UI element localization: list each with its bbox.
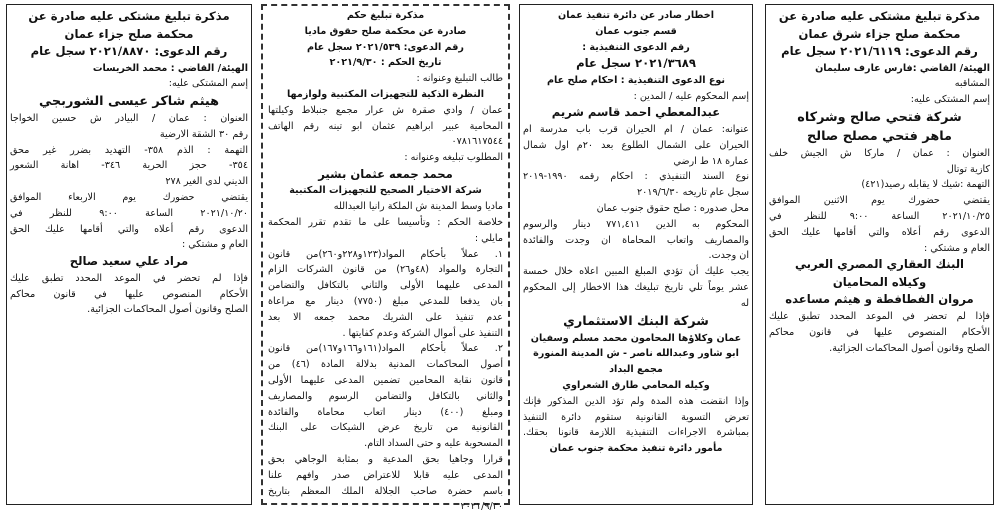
notice-line: العام و مشتكي : bbox=[182, 239, 248, 251]
notice-line: اخطار صادر عن دائرة تنفيذ عمان bbox=[558, 10, 714, 21]
notice-line: ٣٥٤- حجز الحرية ٣٤٦- اهانة الشعور bbox=[10, 160, 248, 172]
notice-line: صادرة عن محكمة صلح حقوق ماديا bbox=[304, 25, 467, 37]
notice-line: مجمع البداد bbox=[609, 364, 663, 376]
notice-line: عبدالمعطي احمد قاسم شريم bbox=[551, 105, 721, 120]
notice-line: عشر يوماً تلي تاريخ تبليغك هذا الاخطار إلى المحكوم bbox=[523, 281, 749, 293]
notice-line: قسم جنوب عمان bbox=[595, 25, 677, 37]
notice-line: وكيله المحامي طارق الشعراوي bbox=[562, 379, 710, 391]
notice-line: ١. عملاً بأحكام المواد(١٢٣و٢٢٨و٢٦٠)من قانون bbox=[268, 248, 503, 260]
notice-line: مذكرة تبليغ مشتكى عليه صادرة عن bbox=[28, 9, 230, 23]
notice-line: وكيلاه المحاميان bbox=[832, 274, 927, 289]
notice-line: مايلي : bbox=[474, 232, 503, 244]
notice-body bbox=[523, 8, 749, 501]
notice-line: بمباشرة الاجراءات التنفيذية اللازمة قانونا بحقك. bbox=[523, 427, 749, 439]
notice-line: المحامية عبير ابراهيم عثمان ابو تينه رقم الهاتف bbox=[268, 120, 503, 132]
notice-line: الدعوى رقم أعلاه والتي أقامها عليك الحق bbox=[769, 226, 990, 238]
notice-line: قرارا وجاهيا بحق المدعية و بمثابة الوجاهي بحق bbox=[268, 454, 503, 466]
notice-body bbox=[10, 8, 248, 501]
notice-line: الأحكام المنصوص عليها في قانون محاكم bbox=[769, 326, 990, 338]
notice-line: رقم الدعوى: ٢٠٢١/٥٣٩ سجل عام bbox=[307, 41, 464, 53]
notice-line: العام و مشتكي : bbox=[924, 242, 990, 254]
notice-line: ان وجدت. bbox=[708, 250, 749, 262]
notice-line: نوع السند التنفيذي : احكام رقمه ١٩٩٠-٢٠١٩ bbox=[523, 171, 749, 183]
notice-line: التهمة : الذم ٣٥٨- التهديد بضرر غير محق bbox=[10, 144, 248, 156]
notice-line: محكمة صلح جزاء عمان bbox=[64, 26, 194, 41]
notice-amman-criminal-court bbox=[0, 0, 258, 509]
notice-line: التنفيذ على أموال الشركة وعدم كفايتها . bbox=[342, 327, 503, 339]
notice-line: مراد علي سعيد صالح bbox=[69, 254, 189, 269]
notice-line: هيثم شاكر عيسى الشوربجي bbox=[38, 94, 220, 110]
notice-body bbox=[769, 8, 990, 501]
notice-line: ٢٠٢١/١٠/٢٠ الساعة ٩:٠٠ للنظر في bbox=[10, 207, 248, 219]
notice-line: الدعوى رقم أعلاه والتي أقامها عليك الحق bbox=[10, 223, 248, 235]
notice-line: المدعى عليهما الأولى والثاني بالتكافل والتضامن bbox=[268, 280, 503, 292]
notice-line: ٢٠٢١/١٠/٢٥ الساعة ٩:٠٠ للنظر في bbox=[769, 211, 990, 223]
notice-line: إسم المحكوم عليه / المدين : bbox=[633, 90, 749, 102]
notice-east-amman-court bbox=[759, 0, 1000, 509]
notice-line: محكمة صلح جزاء شرق عمان bbox=[798, 26, 961, 41]
notice-line: تعرض التسوية القانونية ستقوم دائرة التنفيذ bbox=[523, 411, 749, 423]
notice-madaba-judgment bbox=[258, 0, 513, 513]
notice-line: ومبلغ (٤٠٠) دينار اتعاب محاماة والفائدة bbox=[268, 406, 503, 418]
notice-line: مأمور دائرة تنفيذ محكمة جنوب عمان bbox=[549, 443, 723, 455]
notice-line: كازية توتال bbox=[946, 163, 990, 175]
notice-line: الصلح وقانون أصول المحاكمات الجزائية. bbox=[829, 342, 990, 354]
notice-line: يقتضي حضورك يوم الاثنين الموافق bbox=[769, 195, 990, 207]
notice-line: محمد جمعه عثمان بشير bbox=[318, 166, 453, 181]
notice-line: القانونية من تاريخ عرض الشيكات على البنك bbox=[268, 422, 503, 434]
notice-line: نوع الدعوى التنفيذية : احكام صلح عام bbox=[546, 74, 726, 86]
notice-line: التهمة :شيك لا يقابله رصيد(٤٢١) bbox=[861, 179, 990, 191]
notice-line: مذكرة تبليغ حكم bbox=[346, 10, 425, 21]
notice-line: شركة الاختيار الصحيح للتجهيزات المكتبية bbox=[289, 185, 482, 197]
notice-line: رقم ٣٠ الشقة الارضية bbox=[159, 128, 248, 140]
notice-line: ٢٠٢١/٩/٣٠ bbox=[460, 501, 503, 513]
notice-line: مروان الفطافطة و هيثم مساعده bbox=[785, 292, 974, 307]
notice-line: إسم المشتكى عليه: bbox=[910, 94, 990, 106]
notice-line: العنوان : عمان / ماركا ش الجيش خلف bbox=[769, 147, 990, 159]
notice-line: التجارة والمواد (٤٨و٢٦) من قانون الشركات الزام bbox=[268, 264, 503, 276]
notice-line: سجل عام تاريخه ٢٠١٩/٦/٣٠ bbox=[636, 187, 749, 199]
notice-line: المسحوبة عليه و حتى السداد التام. bbox=[364, 438, 503, 450]
notice-line: ماهر فتحي مصلح صالح bbox=[807, 128, 952, 144]
notice-line: ٢. عملاً بأحكام المواد(١٦١و١٦٦و١٦٧)من قانون bbox=[268, 343, 503, 355]
notice-line: الهيئة/ القاضي :فارس عارف سليمان bbox=[815, 62, 990, 74]
notice-line: عنوانه: عمان / ام الحيران قرب باب مدرسة ام bbox=[523, 123, 749, 135]
notice-line: طالب التبليغ وعنوانه : bbox=[416, 73, 503, 85]
notice-line: شركة البنك الاستثماري bbox=[563, 313, 709, 329]
notice-line: يقتضي حضورك يوم الاربعاء الموافق bbox=[10, 192, 248, 204]
notice-line: شركة فتحي صالح وشركاه bbox=[797, 109, 962, 125]
notice-line: محل صدوره : صلح حقوق جنوب عمان bbox=[596, 202, 749, 214]
notice-line: إسم المشتكى عليه: bbox=[168, 78, 248, 90]
notice-line: العنوان : عمان / البيادر ش حسين الخواجا bbox=[10, 113, 248, 125]
notice-line: عدم تنفيذ على الشريك محمد جمعه الا بعد bbox=[268, 311, 503, 323]
notice-line: ابو شاور وعبدالله ناصر - ش المدينة المنورة bbox=[533, 348, 739, 360]
notice-line: يجب عليك أن تؤدي المبلغ المبين اعلاه خلال خمسة bbox=[523, 266, 749, 278]
notice-line: تاريخ الحكم : ٢٠٢١/٩/٣٠ bbox=[329, 57, 442, 69]
notice-line: رقم الدعوى التنفيذية : bbox=[582, 41, 690, 53]
notice-line: الحيران على الشمال الطلوع بعد ٢٠م اول شمال bbox=[523, 139, 750, 151]
notice-line: المشاقبه bbox=[954, 78, 990, 90]
notice-line: الديني لدى الغير ٢٧٨ bbox=[165, 176, 248, 188]
notice-line: الأحكام المنصوص عليها في قانون محاكم bbox=[10, 288, 248, 300]
notice-line: بان يدفعا للمدعي مبلغ (٧٧٥٠) دينار مع مراعاة bbox=[268, 296, 503, 308]
notice-line: الهيئة/ القاضي : محمد الخريسات bbox=[92, 62, 248, 74]
notice-body bbox=[268, 8, 504, 513]
notice-line: والثاني بالتكافل والتضامن الرسوم والمصاريف bbox=[268, 390, 503, 402]
notice-line: رقم الدعوى: ٢٠٢١/٨٨٧٠ سجل عام bbox=[30, 44, 228, 58]
notice-line: قانون نقابة المحامين تضمين المدعى عليهما الأولى bbox=[268, 375, 503, 387]
notice-line: البنك العقاري المصري العربي bbox=[794, 257, 965, 272]
notice-south-amman-execution bbox=[513, 0, 759, 509]
notice-line: مذكرة تبليغ مشتكى عليه صادرة عن bbox=[778, 9, 981, 23]
notice-line: المحكوم به الدين ٧٧١,٤١١ دينار والرسوم bbox=[523, 218, 749, 230]
notice-line: فإذا لم تحضر في الموعد المحدد تطبق عليك bbox=[10, 272, 248, 284]
notice-line: ٠٧٨١٦١٧٥٤٤ bbox=[451, 136, 503, 148]
notice-line: عمارة ١٨ ط ارضي bbox=[673, 155, 749, 167]
notice-line: ماديا وسط المدينة ش الملكة رانيا العبدالله bbox=[333, 201, 503, 213]
notice-line: المدعى عليه قابلا للاعتراض صدر وافهم علنا bbox=[268, 469, 503, 481]
notice-line: المطلوب تبليغه وعنوانه : bbox=[404, 152, 503, 164]
notice-line: فإذا لم تحضر في الموعد المحدد تطبق عليك bbox=[769, 310, 990, 322]
notice-line: والمصاريف واتعاب المحاماة ان وجدت والفائدة bbox=[523, 234, 749, 246]
notice-line: النظرة الذكية للتجهيزات المكتبية ولوازمها bbox=[286, 88, 485, 100]
notice-line: وإذا انقضت هذه المدة ولم تؤد الدين المذكور فإنك bbox=[523, 395, 749, 407]
notice-line: ٢٠٢١/٣٦٨٩ سجل عام bbox=[576, 56, 696, 71]
notice-line: عمان / وادي صقرة ش عرار مجمع جنبلاط وكيلتها bbox=[268, 104, 503, 116]
notice-line: له bbox=[740, 297, 749, 309]
notice-line: خلاصة الحكم : وتأسيسا على ما تقدم تقرر المحكمة bbox=[268, 217, 503, 229]
notice-line: رقم الدعوى: ٢٠٢١/٦١١٩ سجل عام bbox=[781, 44, 978, 58]
notice-line: باسم حضرة صاحب الجلالة الملك المعظم بتاريخ bbox=[268, 485, 503, 497]
notice-line: الصلح وقانون أصول المحاكمات الجزائية. bbox=[87, 304, 248, 316]
notice-line: أصول المحاكمات المدنية بدلالة المادة (٤٦) من bbox=[268, 359, 504, 371]
notice-line: عمان وكلاؤها المحامون محمد مسلم وسفيان bbox=[530, 332, 742, 344]
